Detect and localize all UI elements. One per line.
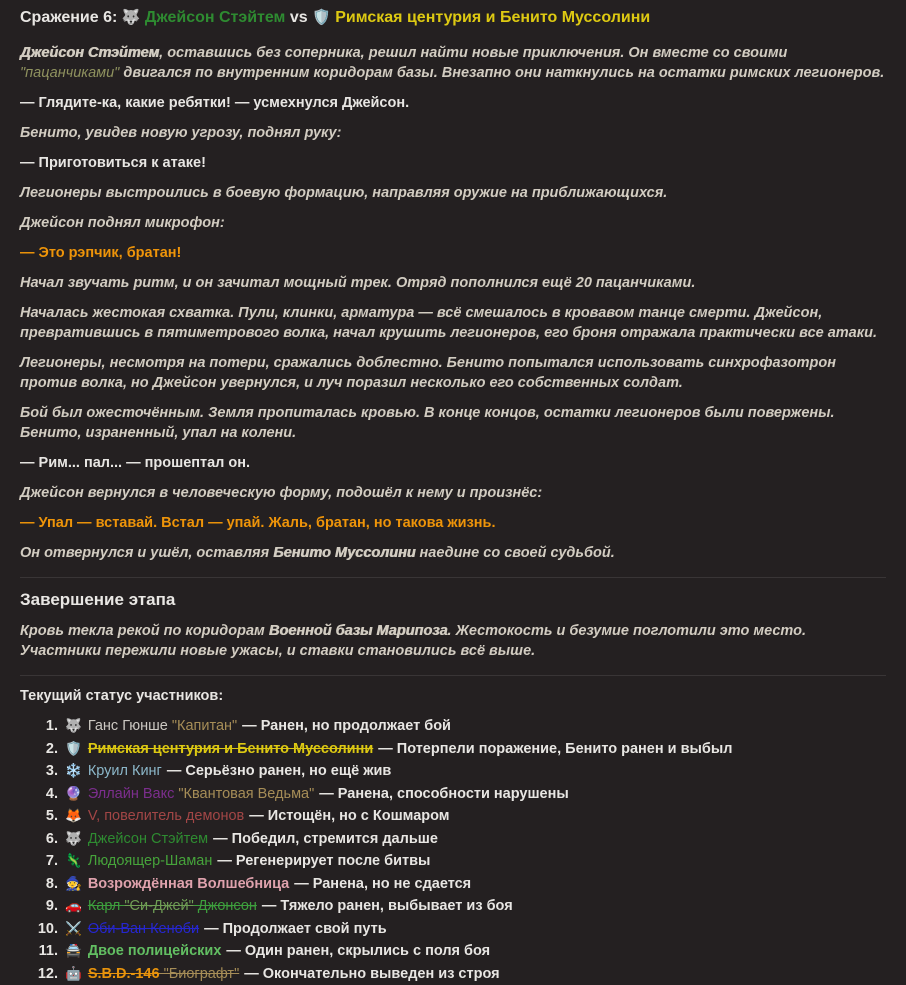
crystal-ball-icon: 🔮 xyxy=(65,786,82,801)
story-paragraph xyxy=(20,403,886,443)
status-list-item xyxy=(34,963,886,985)
participant-name: Римская центурия и Бенито Муссолини xyxy=(88,741,373,757)
text-segment: Джейсон поднял микрофон: xyxy=(20,215,225,231)
status-list-item xyxy=(34,918,886,941)
battle-title xyxy=(20,7,886,29)
dialogue-line xyxy=(20,93,886,113)
status-list-item xyxy=(34,760,886,783)
text-segment: Легионеры выстроились в боевую формацию, направляя оружие на приближающихся. xyxy=(20,185,667,201)
fighter1-name: Джейсон Стэйтем xyxy=(145,9,285,26)
shield-icon: 🛡️ xyxy=(65,741,82,756)
text-segment: Началась жестокая схватка. Пули, клинки, арматура — всё смешалось в кровавом танце смерти. Джейсон, превратившись в пятиметрового волка, начал крушить легионеров, его броня отражала практически все атаки. xyxy=(20,305,877,341)
status-list xyxy=(20,715,886,985)
text-segment: Кровь текла рекой по коридорам xyxy=(20,623,269,639)
list-number: 10. xyxy=(34,919,58,941)
story-paragraph xyxy=(20,273,886,293)
status-list-item xyxy=(34,873,886,896)
participant-name: Ганс Гюнше xyxy=(88,718,168,734)
text-segment: Бенито, увидев новую угрозу, поднял руку: xyxy=(20,125,341,141)
text-segment: — Это рэпчик, братан! xyxy=(20,245,181,261)
participant-name: Людоящер-Шаман xyxy=(88,853,213,869)
status-list-item xyxy=(34,738,886,761)
accent-dialogue-line xyxy=(20,513,886,533)
participant-name: Двое полицейских xyxy=(88,943,222,959)
participant-name: Оби-Ван Кеноби xyxy=(88,921,199,937)
list-number: 5. xyxy=(34,806,58,828)
participant-name: "Биографт" xyxy=(160,966,240,982)
text-segment: Начал звучать ритм, и он зачитал мощный трек. Отряд пополнился ещё 20 пацанчиками. xyxy=(20,275,695,291)
lizard-icon: 🦎 xyxy=(65,853,82,868)
mage-icon: 🧙 xyxy=(65,876,82,891)
wolf-icon: 🐺 xyxy=(65,718,82,733)
participant-name: S.B.D.-146 xyxy=(88,966,160,982)
snowflake-icon: ❄️ xyxy=(65,763,82,778)
participant-name: V, повелитель демонов xyxy=(88,808,244,824)
list-number: 1. xyxy=(34,716,58,738)
police-car-icon: 🚔 xyxy=(65,943,82,958)
list-number: 9. xyxy=(34,896,58,918)
wolf-icon: 🐺 xyxy=(122,9,141,26)
participant-status: — Ранена, но не сдается xyxy=(294,876,471,892)
participant-status: — Потерпели поражение, Бенито ранен и выбыл xyxy=(378,741,732,757)
participant-name: Джонсон xyxy=(194,898,257,914)
participant-status: — Ранен, но продолжает бой xyxy=(242,718,451,734)
story-paragraph xyxy=(20,543,886,563)
participant-name: "Квантовая Ведьма" xyxy=(174,786,314,802)
vs-label: vs xyxy=(290,9,308,26)
accent-dialogue-line xyxy=(20,243,886,263)
crossed-swords-icon: ⚔️ xyxy=(65,921,82,936)
participant-status: — Ранена, способности нарушены xyxy=(319,786,569,802)
participant-status: — Продолжает свой путь xyxy=(204,921,387,937)
shield-icon: 🛡️ xyxy=(312,9,331,26)
story xyxy=(20,43,886,563)
status-list-item xyxy=(34,828,886,851)
participant-name: Джейсон Стэйтем xyxy=(88,831,208,847)
dialogue-line xyxy=(20,153,886,173)
participant-name: Карл xyxy=(88,898,125,914)
text-segment: Легионеры, несмотря на потери, сражались доблестно. Бенито попытался использовать синхрофазотрон против волка, но Джейсон увернулся, и луч поразил несколько его собственных солдат. xyxy=(20,355,836,391)
participant-status: — Серьёзно ранен, но ещё жив xyxy=(167,763,391,779)
battle-title-prefix: Сражение 6: xyxy=(20,9,117,26)
participant-status: — Регенерирует после битвы xyxy=(217,853,430,869)
text-segment: Бой был ожесточённым. Земля пропиталась кровью. В конце концов, остатки легионеров были повержены. Бенито, израненный, упал на колени. xyxy=(20,405,835,441)
car-icon: 🚗 xyxy=(65,898,82,913)
fox-icon: 🦊 xyxy=(65,808,82,823)
participant-name: Эллайн Вакс xyxy=(88,786,175,802)
robot-icon: 🤖 xyxy=(65,966,82,981)
text-segment: наедине со своей судьбой. xyxy=(416,545,615,561)
list-number: 3. xyxy=(34,761,58,783)
story-paragraph xyxy=(20,353,886,393)
text-segment: . Жестокость и безумие поглотили это место. Участники пережили новые ужасы, и ставки становились всё выше. xyxy=(20,623,806,659)
text-segment: — Приготовиться к атаке! xyxy=(20,155,206,171)
text-segment: — Рим... пал... — прошептал он. xyxy=(20,455,250,471)
participant-status: — Один ранен, скрылись с поля боя xyxy=(226,943,490,959)
completion-paragraph xyxy=(20,621,886,661)
list-number: 2. xyxy=(34,739,58,761)
fighter2-name: Римская центурия и Бенито Муссолини xyxy=(335,9,650,26)
dialogue-line xyxy=(20,453,886,473)
character-name: Бенито Муссолини xyxy=(273,545,415,561)
divider xyxy=(20,675,886,676)
status-list-item xyxy=(34,783,886,806)
story-paragraph xyxy=(20,483,886,503)
participant-status: — Тяжело ранен, выбывает из боя xyxy=(262,898,513,914)
status-list-item xyxy=(34,895,886,918)
list-number: 6. xyxy=(34,829,58,851)
story-paragraph xyxy=(20,183,886,203)
list-number: 11. xyxy=(34,941,58,963)
battle-report xyxy=(20,7,886,985)
completion-heading: Завершение этапа xyxy=(20,590,886,610)
character-name: Военной базы Марипоза xyxy=(269,623,448,639)
story-paragraph xyxy=(20,123,886,143)
status-list-item xyxy=(34,805,886,828)
participant-name: Круил Кинг xyxy=(88,763,162,779)
participant-status: — Победил, стремится дальше xyxy=(213,831,438,847)
text-segment: — Глядите-ка, какие ребятки! — усмехнулся Джейсон. xyxy=(20,95,409,111)
participant-status: — Окончательно выведен из строя xyxy=(244,966,499,982)
list-number: 8. xyxy=(34,874,58,896)
participant-name: Возрождённая Волшебница xyxy=(88,876,289,892)
wolf-icon: 🐺 xyxy=(65,831,82,846)
participant-status: — Истощён, но с Кошмаром xyxy=(249,808,449,824)
text-segment: Он отвернулся и ушёл, оставляя xyxy=(20,545,273,561)
status-list-item xyxy=(34,715,886,738)
list-number: 7. xyxy=(34,851,58,873)
story-paragraph xyxy=(20,43,886,83)
character-name: Джейсон Стэйтем xyxy=(20,45,159,61)
text-segment: Джейсон вернулся в человеческую форму, подошёл к нему и произнёс: xyxy=(20,485,542,501)
status-list-item xyxy=(34,850,886,873)
text-segment: — Упал — вставай. Встал — упай. Жаль, братан, но такова жизнь. xyxy=(20,515,496,531)
list-number: 12. xyxy=(34,964,58,985)
story-paragraph xyxy=(20,213,886,233)
status-list-item xyxy=(34,940,886,963)
participant-name: "Си-Джей" xyxy=(124,898,193,914)
participant-name: "Капитан" xyxy=(168,718,237,734)
list-number: 4. xyxy=(34,784,58,806)
text-segment: двигался по внутренним коридорам базы. Внезапно они наткнулись на остатки римских легионеров. xyxy=(119,65,884,81)
divider xyxy=(20,577,886,578)
status-heading: Текущий статус участников: xyxy=(20,688,886,704)
text-segment: , оставшись без соперника, решил найти новые приключения. Он вместе со своими xyxy=(159,45,787,61)
story-paragraph xyxy=(20,303,886,343)
quoted-term: "пацанчиками" xyxy=(20,65,119,81)
